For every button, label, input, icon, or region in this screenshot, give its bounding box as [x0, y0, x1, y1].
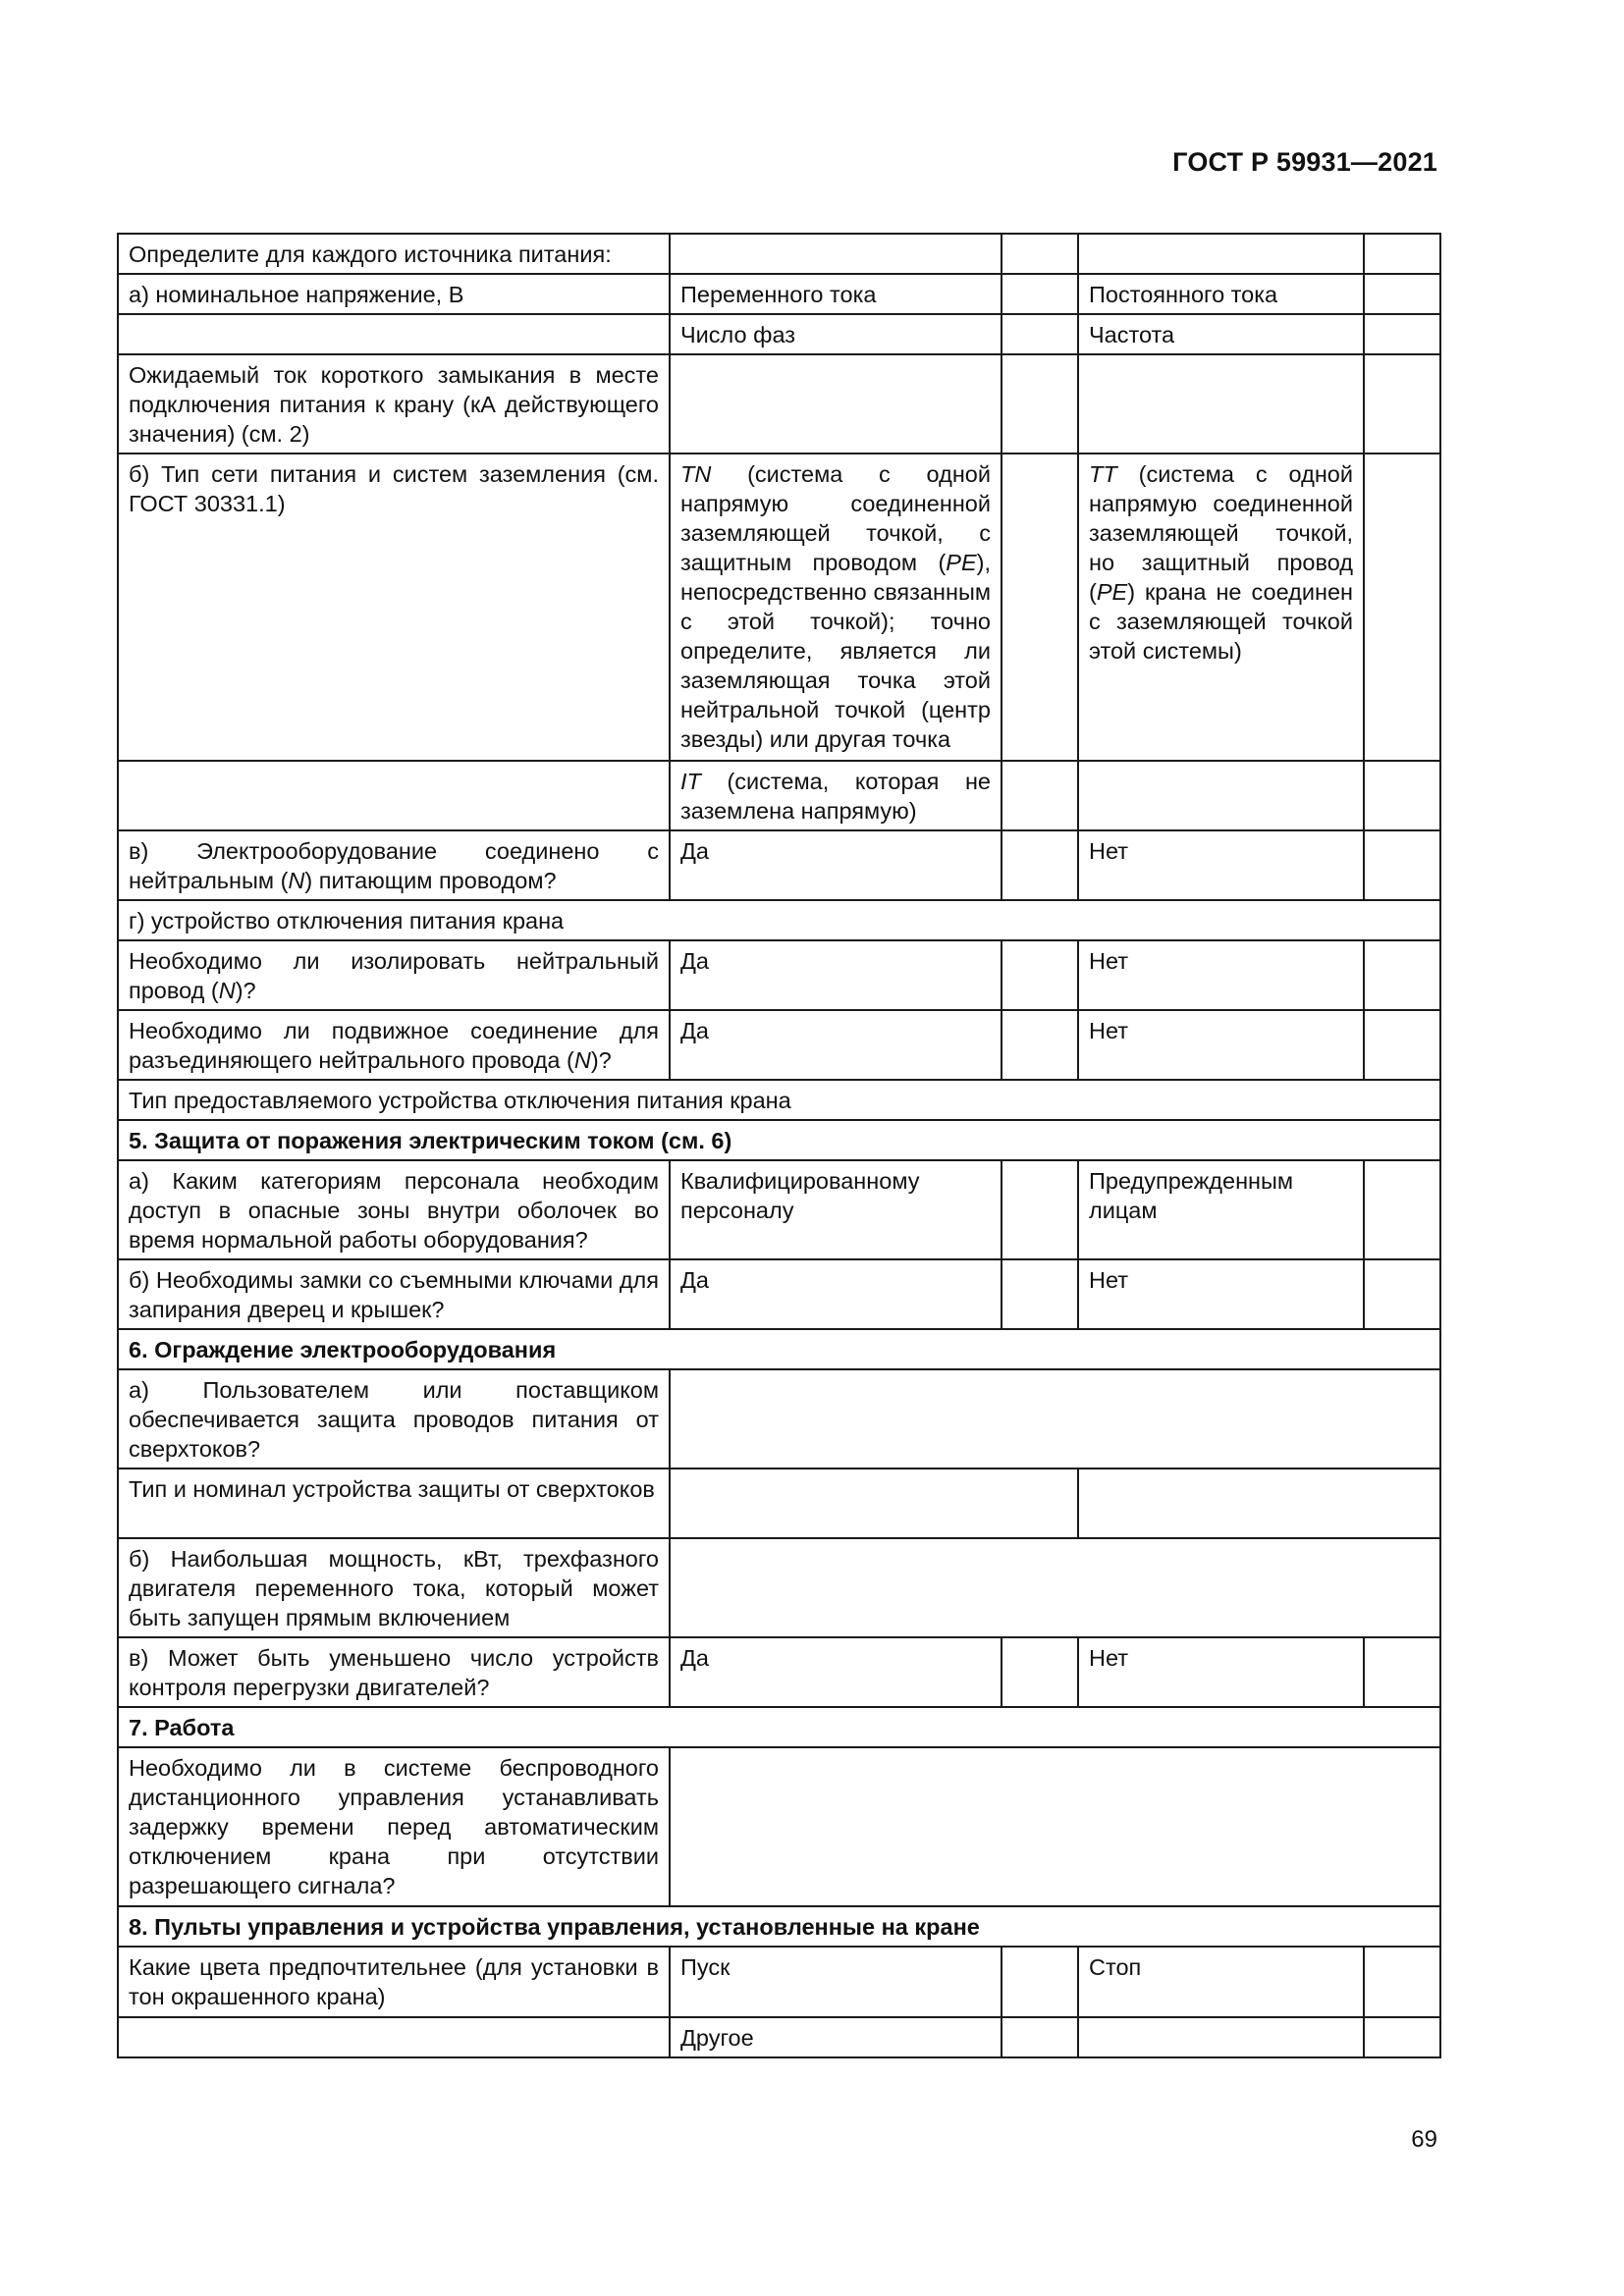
tt-abbr: TT [1089, 461, 1117, 487]
table-row [118, 761, 1440, 830]
label-cell: Необходимо ли в системе беспроводного дистанционного управления устанавливать задержку времени перед автоматическим отключением крана при отсутствии разрешающего сигнала? [118, 1747, 670, 1906]
label-cell: в) Может быть уменьшено число устройств контроля перегрузки двигателей? [118, 1637, 670, 1707]
section-label: г) устройство отключения питания крана [118, 900, 1440, 940]
tn-abbr: TN [680, 461, 712, 487]
checkbox-cell[interactable] [1001, 1259, 1078, 1329]
section-heading: 8. Пульты управления и устройства управления, установленные на кране [118, 1906, 1440, 1947]
checkbox-cell[interactable] [1001, 1637, 1078, 1707]
table-row [118, 234, 1440, 274]
label-cell [118, 830, 670, 900]
option-no: Нет [1078, 1010, 1364, 1080]
it-text: (система, которая не заземлена напрямую) [680, 769, 991, 824]
table-row [118, 454, 1440, 761]
table-row [118, 314, 1440, 354]
label-cell: б) Необходимы замки со съемными ключами для запирания дверец и крышек? [118, 1259, 670, 1329]
checkbox-cell[interactable] [1001, 354, 1078, 454]
table-row [118, 1329, 1440, 1369]
label-cell [118, 2017, 670, 2057]
label-cell: а) Каким категориям персонала необходим доступ в опасные зоны внутри оболочек во время нормальной работы оборудования? [118, 1160, 670, 1259]
label-cell [118, 314, 670, 354]
option-cell-tn [670, 454, 1001, 761]
checkbox-cell[interactable] [1001, 454, 1078, 761]
table-row [118, 1120, 1440, 1160]
checkbox-cell[interactable] [1364, 1259, 1440, 1329]
label-cell: а) номинальное напряжение, В [118, 274, 670, 314]
checkbox-cell[interactable] [1001, 274, 1078, 314]
label-text: Необходимо ли подвижное соединение для разъединяющего нейтрального провода ( [129, 1018, 659, 1073]
neutral-abbr: N [288, 868, 305, 893]
answer-cell[interactable] [670, 354, 1001, 454]
pe-abbr: PE [946, 550, 977, 575]
checkbox-cell[interactable] [1364, 1160, 1440, 1259]
label-text: )? [590, 1047, 612, 1073]
section-label: Тип предоставляемого устройства отключения питания крана [118, 1080, 1440, 1120]
section-heading: 7. Работа [118, 1707, 1440, 1747]
checkbox-cell[interactable] [1364, 1010, 1440, 1080]
table-row [118, 274, 1440, 314]
checkbox-cell[interactable] [1364, 1637, 1440, 1707]
table-row [118, 1538, 1440, 1637]
answer-cell[interactable] [670, 1538, 1440, 1637]
option-yes: Да [670, 830, 1001, 900]
table-row [118, 1080, 1440, 1120]
option-cell: Частота [1078, 314, 1364, 354]
table-row [118, 1010, 1440, 1080]
option-yes: Да [670, 1010, 1001, 1080]
table-row [118, 830, 1440, 900]
option-no: Нет [1078, 830, 1364, 900]
checkbox-cell[interactable] [1364, 454, 1440, 761]
tt-text: (система с одной напрямую соединенной заземляющей точкой, но защитный провод ( [1089, 461, 1353, 605]
table-row [118, 1747, 1440, 1906]
option-qualified: Квалифицированному персоналу [670, 1160, 1001, 1259]
table-row [118, 2017, 1440, 2057]
checkbox-cell[interactable] [1364, 2017, 1440, 2057]
label-cell: Какие цвета предпочтительнее (для установки в тон окрашенного крана) [118, 1947, 670, 2017]
option-cell-tt [1078, 454, 1364, 761]
checkbox-cell[interactable] [1364, 314, 1440, 354]
table-row [118, 1160, 1440, 1259]
option-cell: Постоянного тока [1078, 274, 1364, 314]
label-cell: Тип и номинал устройства защиты от сверхтоков [118, 1468, 670, 1538]
checkbox-cell[interactable] [1001, 830, 1078, 900]
table-row [118, 1947, 1440, 2017]
option-other: Другое [670, 2017, 1001, 2057]
pe-abbr: PE [1096, 579, 1128, 605]
label-cell: б) Наибольшая мощность, кВт, трехфазного двигателя переменного тока, который может быть запущен прямым включением [118, 1538, 670, 1637]
table-row [118, 900, 1440, 940]
label-cell: Ожидаемый ток короткого замыкания в месте подключения питания к крану (кА действующего значения) (см. 2) [118, 354, 670, 454]
document-header: ГОСТ Р 59931—2021 [1172, 147, 1437, 177]
option-cell-it [670, 761, 1001, 830]
option-start: Пуск [670, 1947, 1001, 2017]
table-row [118, 1468, 1440, 1538]
answer-cell[interactable] [670, 1369, 1440, 1468]
option-cell: Переменного тока [670, 274, 1001, 314]
section-heading: 5. Защита от поражения электрическим током (см. 6) [118, 1120, 1440, 1160]
table-row [118, 1906, 1440, 1947]
checkbox-cell[interactable] [1001, 234, 1078, 274]
label-text: )? [235, 978, 256, 1003]
section-heading: 6. Ограждение электрооборудования [118, 1329, 1440, 1369]
checkbox-cell[interactable] [1001, 761, 1078, 830]
label-cell [118, 1010, 670, 1080]
checkbox-cell[interactable] [1001, 1947, 1078, 2017]
answer-cell[interactable] [1078, 234, 1364, 274]
neutral-abbr: N [573, 1047, 591, 1073]
table-row [118, 1707, 1440, 1747]
answer-cell[interactable] [670, 1468, 1078, 1538]
option-no: Нет [1078, 1259, 1364, 1329]
checkbox-cell[interactable] [1364, 761, 1440, 830]
answer-cell[interactable] [1078, 354, 1364, 454]
checkbox-cell[interactable] [1001, 1010, 1078, 1080]
label-cell [118, 761, 670, 830]
option-yes: Да [670, 1637, 1001, 1707]
neutral-abbr: N [218, 978, 236, 1003]
label-cell: а) Пользователем или поставщиком обеспечивается защита проводов питания от сверхтоков? [118, 1369, 670, 1468]
label-cell [118, 940, 670, 1010]
checkbox-cell[interactable] [1364, 354, 1440, 454]
label-text: в) Электрооборудование соединено с нейтральным ( [129, 838, 659, 893]
tn-text: (система с одной напрямую соединенной заземляющей точкой, с защитным проводом ( [680, 461, 991, 575]
option-yes: Да [670, 1259, 1001, 1329]
checkbox-cell[interactable] [1001, 314, 1078, 354]
checkbox-cell[interactable] [1001, 1160, 1078, 1259]
option-no: Нет [1078, 1637, 1364, 1707]
answer-cell[interactable] [670, 234, 1001, 274]
tn-text: ), непосредственно связанным с этой точкой); точно определите, является ли заземляющая точка этой нейтральной точкой (центр звезды) или другая точка [680, 550, 991, 752]
option-no: Нет [1078, 940, 1364, 1010]
checkbox-cell[interactable] [1001, 2017, 1078, 2057]
option-warned: Предупрежденным лицам [1078, 1160, 1364, 1259]
table-row [118, 1259, 1440, 1329]
table-row [118, 940, 1440, 1010]
it-abbr: IT [680, 769, 701, 794]
checkbox-cell[interactable] [1364, 1947, 1440, 2017]
label-cell: Определите для каждого источника питания: [118, 234, 670, 274]
label-cell: б) Тип сети питания и систем заземления (см. ГОСТ 30331.1) [118, 454, 670, 761]
checkbox-cell[interactable] [1364, 234, 1440, 274]
answer-cell[interactable] [1078, 2017, 1364, 2057]
checkbox-cell[interactable] [1364, 830, 1440, 900]
table-row [118, 354, 1440, 454]
option-cell: Число фаз [670, 314, 1001, 354]
table-row [118, 1637, 1440, 1707]
page-number: 69 [1411, 2126, 1437, 2153]
checkbox-cell[interactable] [1001, 940, 1078, 1010]
label-text: Необходимо ли изолировать нейтральный провод ( [129, 948, 659, 1003]
answer-cell[interactable] [670, 1747, 1440, 1906]
checkbox-cell[interactable] [1364, 940, 1440, 1010]
crane-questionnaire-table [117, 233, 1441, 2058]
checkbox-cell[interactable] [1364, 274, 1440, 314]
label-text: ) питающим проводом? [304, 868, 557, 893]
answer-cell[interactable] [1078, 1468, 1440, 1538]
table-row [118, 1369, 1440, 1468]
option-yes: Да [670, 940, 1001, 1010]
tt-text: ) крана не соединен с заземляющей точкой этой системы) [1089, 579, 1353, 664]
answer-cell[interactable] [1078, 761, 1364, 830]
option-stop: Стоп [1078, 1947, 1364, 2017]
